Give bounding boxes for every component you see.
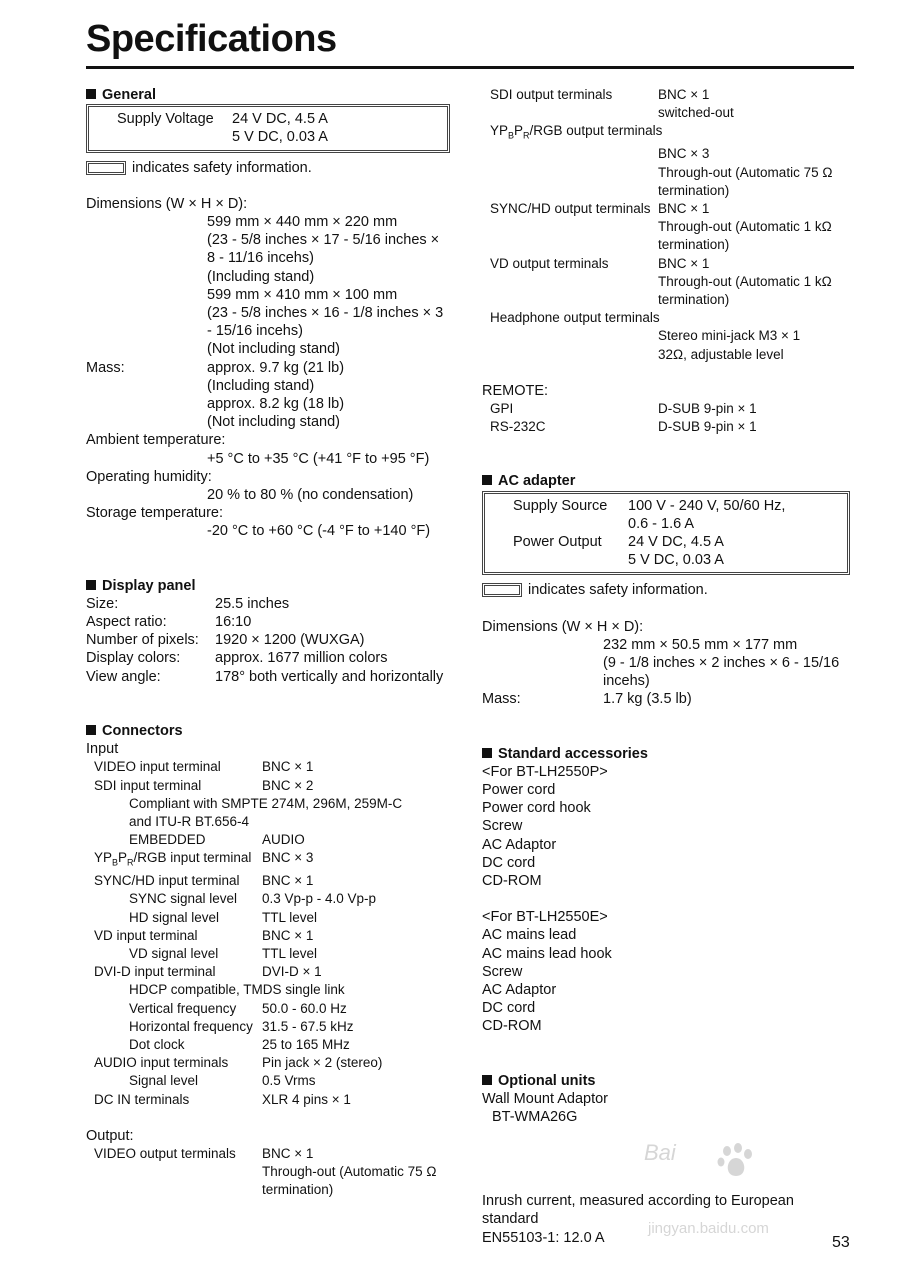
dimensions-label: Dimensions (W × H × D): [86, 195, 248, 212]
optional-heading: Optional units [482, 1072, 854, 1090]
display-heading: Display panel [86, 577, 458, 595]
ac-supply-box: Supply Source 100 V - 240 V, 50/60 Hz, 0.6 - 1.6 A Power Output 24 V DC, 4.5 A 5 V DC, 0.03 A [482, 491, 850, 576]
general-heading: General [86, 86, 458, 104]
accessories-list-p: <For BT-LH2550P> Power cord Power cord hook Screw AC Adaptor DC cord CD-ROM [482, 763, 608, 889]
output-label: Output: [86, 1127, 134, 1144]
accessories-list-e: <For BT-LH2550E> AC mains lead AC mains lead hook Screw AC Adaptor DC cord CD-ROM [482, 909, 612, 1035]
remote-label: REMOTE: [482, 382, 549, 399]
ac-dimensions-label: Dimensions (W × H × D): [482, 618, 644, 635]
optional-model: BT-WMA26G [492, 1109, 578, 1126]
remote-table: GPI D-SUB 9-pin × 1 RS-232C D-SUB 9-pin × 1 [490, 400, 757, 435]
mass-row: Mass: approx. 9.7 kg (21 lb) [86, 359, 345, 376]
storage-label: Storage temperature: [86, 505, 224, 522]
humidity-label: Operating humidity: [86, 468, 212, 485]
connectors-heading: Connectors [86, 722, 458, 740]
right-column [482, 86, 854, 1247]
general-supply-box [86, 104, 450, 152]
display-table: Size: 25.5 inches Aspect ratio: 16:10 Number of pixels: 1920 × 1200 (WUXGA) Display colors: approx. 1677 million colors View angle: 178° both vertically and horizontally [86, 595, 444, 685]
supply-voltage-value-2: 5 V DC, 0.03 A [232, 129, 328, 146]
page-title: Specifications [86, 18, 337, 60]
title-rule [86, 66, 854, 69]
watermark-url: jingyan.baidu.com [648, 1220, 769, 1237]
ac-mass-row: Mass: 1.7 kg (3.5 lb) [482, 691, 692, 708]
ac-adapter-heading: AC adapter [482, 472, 854, 490]
ac-dimensions-values: 232 mm × 50.5 mm × 177 mm (9 - 1/8 inches × 2 inches × 6 - 15/16 incehs) [603, 636, 840, 690]
ac-safety-legend: indicates safety information. [482, 581, 854, 599]
safety-legend: indicates safety information. [86, 159, 458, 177]
accessories-heading: Standard accessories [482, 745, 854, 763]
inrush-text: Inrush current, measured according to European standard EN55103-1: 12.0 A [482, 1193, 794, 1246]
safety-box-icon [86, 161, 126, 175]
optional-item: Wall Mount Adaptor [482, 1090, 608, 1107]
watermark-text: Bai [644, 1140, 676, 1165]
paw-watermark-icon [716, 1142, 756, 1182]
safety-box-icon [482, 583, 522, 597]
supply-voltage-value-1: 24 V DC, 4.5 A [232, 111, 328, 128]
output-table-right: SDI output terminals BNC × 1 switched-out $YP_BP_R$/RGB output terminals BNC × 3 Through-out (Automatic 75 Ω termination) SYNC/HD output terminals BNC × 1 Through-out (Automatic 1 kΩ termination) VD output terminals BNC × 1 Through-out (Automatic 1 kΩ termination) Headphone output terminals Stereo mini-jack M3 × 1 32Ω, adjustable level [490, 87, 833, 362]
ambient-label: Ambient temperature: [86, 432, 226, 449]
supply-voltage-label: Supply Voltage [117, 111, 214, 128]
input-label: Input [86, 741, 119, 758]
page-number: 53 [832, 1234, 850, 1251]
input-table: VIDEO input terminal BNC × 1 SDI input terminal BNC × 2 Compliant with SMPTE 274M, 296M, 259M-C and ITU-R BT.656-4 EMBEDDED AUDIO $YP_BP_R$/RGB input terminal BNC × 3 SYNC/HD input terminal BNC × 1 SYNC signal level 0.3 Vp-p - 4.0 Vp-p HD signal level TTL level VD input terminal BNC × 1 VD signal level TTL level DVI-D input terminal DVI-D × 1 HDCP compatible, TMDS single link Vertical frequency 50.0 - 60.0 Hz Horizontal frequency 31.5 - 67.5 kHz Dot clock 25 to 165 MHz AUDIO input terminals Pin jack × 2 (stereo) Signal level 0.5 Vrms DC IN terminals XLR 4 pins × 1 [94, 759, 403, 1107]
left-column: General Supply Voltage 24 V DC, 4.5 A 5 V DC, 0.03 A indicates safety information. Dimensions (W × H × D): 599 mm × 440 mm × 220 mm (23 - 5/8 inches × 17 - 5/16 inches × 8 - 11/16 incehs) (Including stand) 599 mm × 410 mm × 100 mm (23 - 5/8 inches × 16 - 1/8 inches × 3 - 15/16 incehs) (Not including stand) Mass: approx. 9.7 kg (21 lb) (Including stand) approx. 8.2 kg (18 lb) (Not including stand) Ambient temperature: +5 °C to +35 °C (+41 °F to +95 °F) Operating humidity: 20 % to 80 % (no condensation) Storage temperature: -20 °C to +60 °C (-4 °F to +140 °F) Display panel Size: 25.5 inches Aspect ratio: 16:10 Number of pixels: 1920 × 1200 (WUXGA) Display colors: approx. 1677 million colors View angle: 178° both vertically and horizontally Connectors Input VIDEO input terminal BNC × 1 SDI input terminal BNC × 2 Compliant with SMPTE 274M, 296M, 259M-C and ITU-R BT.656-4 EMBEDDED AUDIO $YP_BP_R$/RGB input terminal BNC × 3 SYNC/HD input terminal BNC × 1 SYNC signal level 0.3 Vp-p - 4.0 Vp-p HD signal level TTL level VD input terminal BNC × 1 VD signal level TTL level DVI-D input terminal DVI-D × 1 HDCP compatible, TMDS single link Vertical frequency 50.0 - 60.0 Hz Horizontal frequency 31.5 - 67.5 kHz Dot clock 25 to 165 MHz AUDIO input terminals Pin jack × 2 (stereo) Signal level 0.5 Vrms DC IN terminals XLR 4 pins × 1 Output: VIDEO output terminals BNC × 1 Through-out (Automatic 75 Ω termination) [86, 86, 458, 1200]
output-table-left: VIDEO output terminals BNC × 1 Through-out (Automatic 75 Ω termination) [94, 1146, 437, 1198]
dimensions-values: 599 mm × 440 mm × 220 mm (23 - 5/8 inches × 17 - 5/16 inches × 8 - 11/16 incehs) (Including stand) 599 mm × 410 mm × 100 mm (23 - 5/8 inches × 16 - 1/8 inches × 3 - 15/16 incehs) (Not including stand) [207, 214, 444, 358]
